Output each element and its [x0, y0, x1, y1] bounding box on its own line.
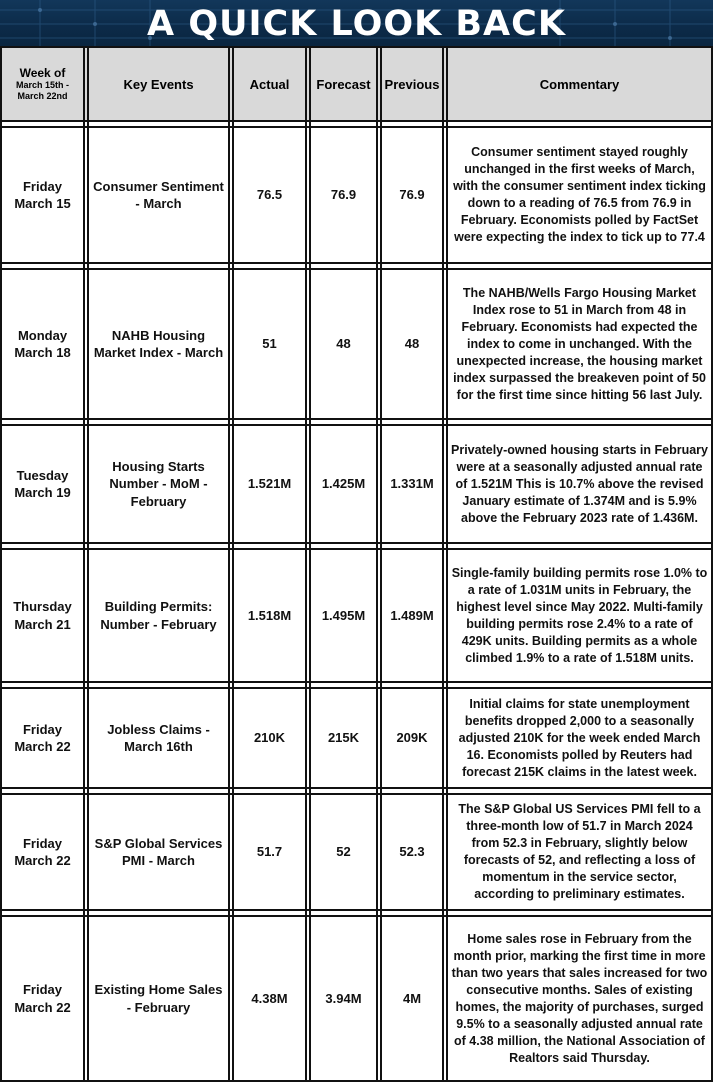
- cell-commentary: Consumer sentiment stayed roughly unchanged in the first weeks of March, with the consumer sentiment index ticking down to a reading of 76.5 from 76.9 in February. Economists polled by FactSet were expecting the index to tick up to 77.4: [448, 128, 713, 264]
- cell-previous: 1.489M: [382, 550, 444, 683]
- date-label: March 22: [14, 999, 71, 1015]
- table-row: [2, 550, 713, 683]
- cell-date: [2, 270, 85, 420]
- day-label: Friday: [22, 982, 62, 997]
- cell-key-event: S&P Global Services PMI - March: [89, 795, 230, 911]
- table-row: [2, 270, 713, 420]
- cell-key-event: Jobless Claims - March 16th: [89, 689, 230, 789]
- table-row: [2, 426, 713, 544]
- cell-date: [2, 128, 85, 264]
- cell-actual: 1.518M: [234, 550, 307, 683]
- cell-date: [2, 550, 85, 683]
- column-header-commentary: Commentary: [448, 48, 713, 122]
- column-header-week: Week of March 15th - March 22nd: [2, 48, 85, 122]
- cell-forecast: 52: [311, 795, 378, 911]
- cell-actual: 51: [234, 270, 307, 420]
- cell-previous: 52.3: [382, 795, 444, 911]
- column-header-actual: Actual: [234, 48, 307, 122]
- date-label: March 21: [14, 616, 71, 632]
- cell-previous: 76.9: [382, 128, 444, 264]
- cell-actual: 210K: [234, 689, 307, 789]
- table-row: [2, 689, 713, 789]
- cell-forecast: 215K: [311, 689, 378, 789]
- date-label: March 18: [14, 345, 71, 360]
- cell-date: [2, 917, 85, 1082]
- cell-forecast: 1.495M: [311, 550, 378, 683]
- cell-actual: 76.5: [234, 128, 307, 264]
- column-header-key-events: Key Events: [89, 48, 230, 122]
- cell-previous: 209K: [382, 689, 444, 789]
- day-label: Friday: [22, 178, 62, 194]
- cell-previous: 48: [382, 270, 444, 420]
- cell-key-event: Building Permits: Number - February: [89, 550, 230, 683]
- day-label: Monday: [17, 327, 68, 343]
- date-label: March 22: [14, 853, 71, 868]
- cell-actual: 51.7: [234, 795, 307, 911]
- table-row: [2, 917, 713, 1082]
- cell-key-event: Existing Home Sales - February: [89, 917, 230, 1082]
- table-header-row: [2, 48, 713, 122]
- cell-key-event: Housing Starts Number - MoM - February: [89, 426, 230, 544]
- cell-commentary: Single-family building permits rose 1.0% to a rate of 1.031M units in February, the highest level since May 2022. Multi-family building permits rose 2.4% to a rate of 429K units. Building permits as a whole climbed 1.9% to a rate of 1.518M units.: [448, 550, 713, 683]
- cell-forecast: 3.94M: [311, 917, 378, 1082]
- cell-forecast: 1.425M: [311, 426, 378, 544]
- day-label: Thursday: [13, 599, 72, 614]
- cell-previous: 1.331M: [382, 426, 444, 544]
- cell-commentary: The NAHB/Wells Fargo Housing Market Index rose to 51 in March from 48 in February. Economists had expected the index to come in unchanged. With the unexpected increase, the housing market index surpassed the breakeven point of 50 for the first time since hitting 56 last July.: [448, 270, 713, 420]
- cell-commentary: Initial claims for state unemployment benefits dropped 2,000 to a seasonally adjusted 210K for the week ended March 16. Economists polled by Reuters had forecast 215K claims in the latest week.: [448, 689, 713, 789]
- header-banner: [0, 0, 713, 46]
- cell-commentary: The S&P Global US Services PMI fell to a three-month low of 51.7 in March 2024 from 52.3 in February, slightly below forecasts of 52, and reflecting a loss of momentum in the service sector, according to preliminary estimates.: [448, 795, 713, 911]
- day-label: Friday: [22, 835, 62, 851]
- cell-actual: 4.38M: [234, 917, 307, 1082]
- column-header-previous: Previous: [382, 48, 444, 122]
- events-table: [0, 46, 713, 1082]
- date-label: March 15: [14, 196, 71, 211]
- cell-previous: 4M: [382, 917, 444, 1082]
- column-header-forecast: Forecast: [311, 48, 378, 122]
- cell-commentary: Home sales rose in February from the month prior, marking the first time in more than two years that sales increased for two consecutive months. Sales of existing homes, the majority of purchases, surged 9.5% to a seasonally adjusted annual rate of 4.38 million, the National Association of Realtors said Thursday.: [448, 917, 713, 1082]
- cell-key-event: Consumer Sentiment - March: [89, 128, 230, 264]
- cell-key-event: NAHB Housing Market Index - March: [89, 270, 230, 420]
- table-row: [2, 795, 713, 911]
- table-row: [2, 128, 713, 264]
- cell-date: [2, 689, 85, 789]
- cell-actual: 1.521M: [234, 426, 307, 544]
- day-label: Friday: [22, 721, 62, 737]
- cell-date: [2, 795, 85, 911]
- cell-commentary: Privately-owned housing starts in February were at a seasonally adjusted annual rate of 1.521M This is 10.7% above the revised January estimate of 1.374M and is 5.9% above the February 2023 rate of 1.436M.: [448, 426, 713, 544]
- page-title: A QUICK LOOK BACK: [147, 4, 566, 44]
- date-label: March 22: [14, 739, 71, 754]
- day-label: Tuesday: [16, 467, 69, 483]
- cell-forecast: 48: [311, 270, 378, 420]
- cell-date: [2, 426, 85, 544]
- date-label: March 19: [14, 485, 71, 500]
- cell-forecast: 76.9: [311, 128, 378, 264]
